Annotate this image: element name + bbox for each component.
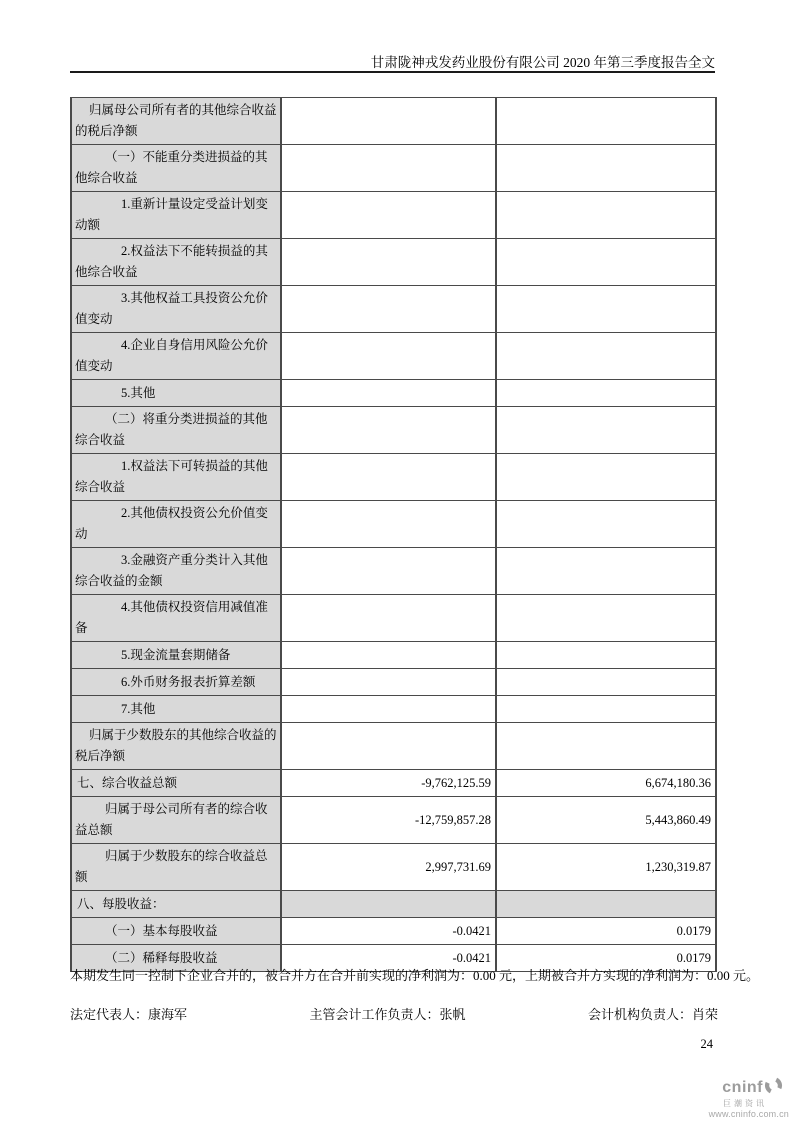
table-row <box>71 797 716 844</box>
table-row <box>71 192 716 239</box>
header-divider <box>70 71 715 73</box>
cninfo-chinese-name: 巨潮资讯 <box>723 1099 767 1108</box>
table-row <box>71 918 716 945</box>
row-label: 1.重新计量设定受益计划变动额 <box>71 192 281 239</box>
row-value-2 <box>496 98 716 145</box>
table-row <box>71 669 716 696</box>
row-label: （二）稀释每股收益 <box>71 945 281 972</box>
row-label: 归属于母公司所有者的综合收益总额 <box>71 797 281 844</box>
row-value-2: 5,443,860.49 <box>496 797 716 844</box>
row-label: 4.企业自身信用风险公允价值变动 <box>71 333 281 380</box>
report-header-title: 甘肃陇神戎发药业股份有限公司 2020 年第三季度报告全文 <box>370 55 715 70</box>
row-label: 4.其他债权投资信用减值准备 <box>71 595 281 642</box>
row-value-2: 0.0179 <box>496 945 716 972</box>
cninfo-swirl-icon <box>764 1076 783 1099</box>
row-label: 2.其他债权投资公允价值变动 <box>71 501 281 548</box>
row-value-2 <box>496 407 716 454</box>
row-label: 7.其他 <box>71 696 281 723</box>
row-value-1: -0.0421 <box>281 945 496 972</box>
row-label: 1.权益法下可转损益的其他综合收益 <box>71 454 281 501</box>
table-row <box>71 723 716 770</box>
row-label: 3.金融资产重分类计入其他综合收益的金额 <box>71 548 281 595</box>
row-value-1 <box>281 454 496 501</box>
row-value-2 <box>496 501 716 548</box>
cninfo-url: www.cninfo.com.cn <box>708 1109 789 1119</box>
table-row <box>71 145 716 192</box>
row-value-1 <box>281 333 496 380</box>
row-value-2 <box>496 891 716 918</box>
table-row <box>71 380 716 407</box>
row-label: 归属于少数股东的其他综合收益的税后净额 <box>71 723 281 770</box>
row-value-2 <box>496 192 716 239</box>
row-value-2 <box>496 454 716 501</box>
comprehensive-income-table <box>70 97 717 972</box>
row-value-2 <box>496 642 716 669</box>
merger-note: 本期发生同一控制下企业合并的，被合并方在合并前实现的净利润为：0.00 元，上期被合并方实现的净利润为：0.00 元。 <box>70 968 760 983</box>
table-row <box>71 407 716 454</box>
row-value-1 <box>281 595 496 642</box>
legal-representative: 法定代表人：康海军 <box>70 1007 188 1022</box>
row-label: 归属母公司所有者的其他综合收益的税后净额 <box>71 98 281 145</box>
row-label: 2.权益法下不能转损益的其他综合收益 <box>71 239 281 286</box>
row-value-1 <box>281 548 496 595</box>
row-label: 七、综合收益总额 <box>71 770 281 797</box>
row-label: 八、每股收益： <box>71 891 281 918</box>
row-value-2: 0.0179 <box>496 918 716 945</box>
row-value-1 <box>281 696 496 723</box>
table-row <box>71 548 716 595</box>
row-label: （一）不能重分类进损益的其他综合收益 <box>71 145 281 192</box>
row-label: 3.其他权益工具投资公允价值变动 <box>71 286 281 333</box>
row-value-2 <box>496 669 716 696</box>
row-value-2 <box>496 380 716 407</box>
table-row <box>71 770 716 797</box>
row-value-1 <box>281 723 496 770</box>
accounting-department-head: 会计机构负责人：肖荣 <box>587 1007 718 1022</box>
chief-accountant: 主管会计工作负责人：张帆 <box>309 1007 466 1022</box>
table-row <box>71 286 716 333</box>
table-row <box>71 642 716 669</box>
row-value-1 <box>281 145 496 192</box>
row-label: （一）基本每股收益 <box>71 918 281 945</box>
row-label: 5.现金流量套期储备 <box>71 642 281 669</box>
row-value-2 <box>496 145 716 192</box>
table-row <box>71 501 716 548</box>
table-row <box>71 454 716 501</box>
table-row <box>71 696 716 723</box>
row-value-1 <box>281 239 496 286</box>
table-row <box>71 98 716 145</box>
row-value-1 <box>281 501 496 548</box>
cninfo-logo <box>669 1076 789 1119</box>
row-value-1: -0.0421 <box>281 918 496 945</box>
row-value-2 <box>496 286 716 333</box>
row-value-2 <box>496 696 716 723</box>
row-value-1: -9,762,125.59 <box>281 770 496 797</box>
row-value-1 <box>281 192 496 239</box>
table-row <box>71 239 716 286</box>
row-value-1: -12,759,857.28 <box>281 797 496 844</box>
cninfo-brand-text: cninf <box>722 1078 763 1096</box>
row-value-1 <box>281 891 496 918</box>
row-value-1: 2,997,731.69 <box>281 844 496 891</box>
row-value-1 <box>281 407 496 454</box>
row-value-2 <box>496 239 716 286</box>
row-label: 6.外币财务报表折算差额 <box>71 669 281 696</box>
row-value-1 <box>281 286 496 333</box>
row-value-1 <box>281 380 496 407</box>
table-row <box>71 844 716 891</box>
table-row <box>71 595 716 642</box>
page-number: 24 <box>700 1037 713 1051</box>
row-value-2 <box>496 333 716 380</box>
row-value-2 <box>496 595 716 642</box>
table-row <box>71 333 716 380</box>
row-value-2 <box>496 548 716 595</box>
row-value-2 <box>496 723 716 770</box>
signature-line <box>70 1004 718 1023</box>
row-label: 归属于少数股东的综合收益总额 <box>71 844 281 891</box>
row-label: 5.其他 <box>71 380 281 407</box>
row-value-2: 6,674,180.36 <box>496 770 716 797</box>
row-value-2: 1,230,319.87 <box>496 844 716 891</box>
row-value-1 <box>281 669 496 696</box>
row-value-1 <box>281 98 496 145</box>
table-row <box>71 891 716 918</box>
row-label: （二）将重分类进损益的其他综合收益 <box>71 407 281 454</box>
row-value-1 <box>281 642 496 669</box>
